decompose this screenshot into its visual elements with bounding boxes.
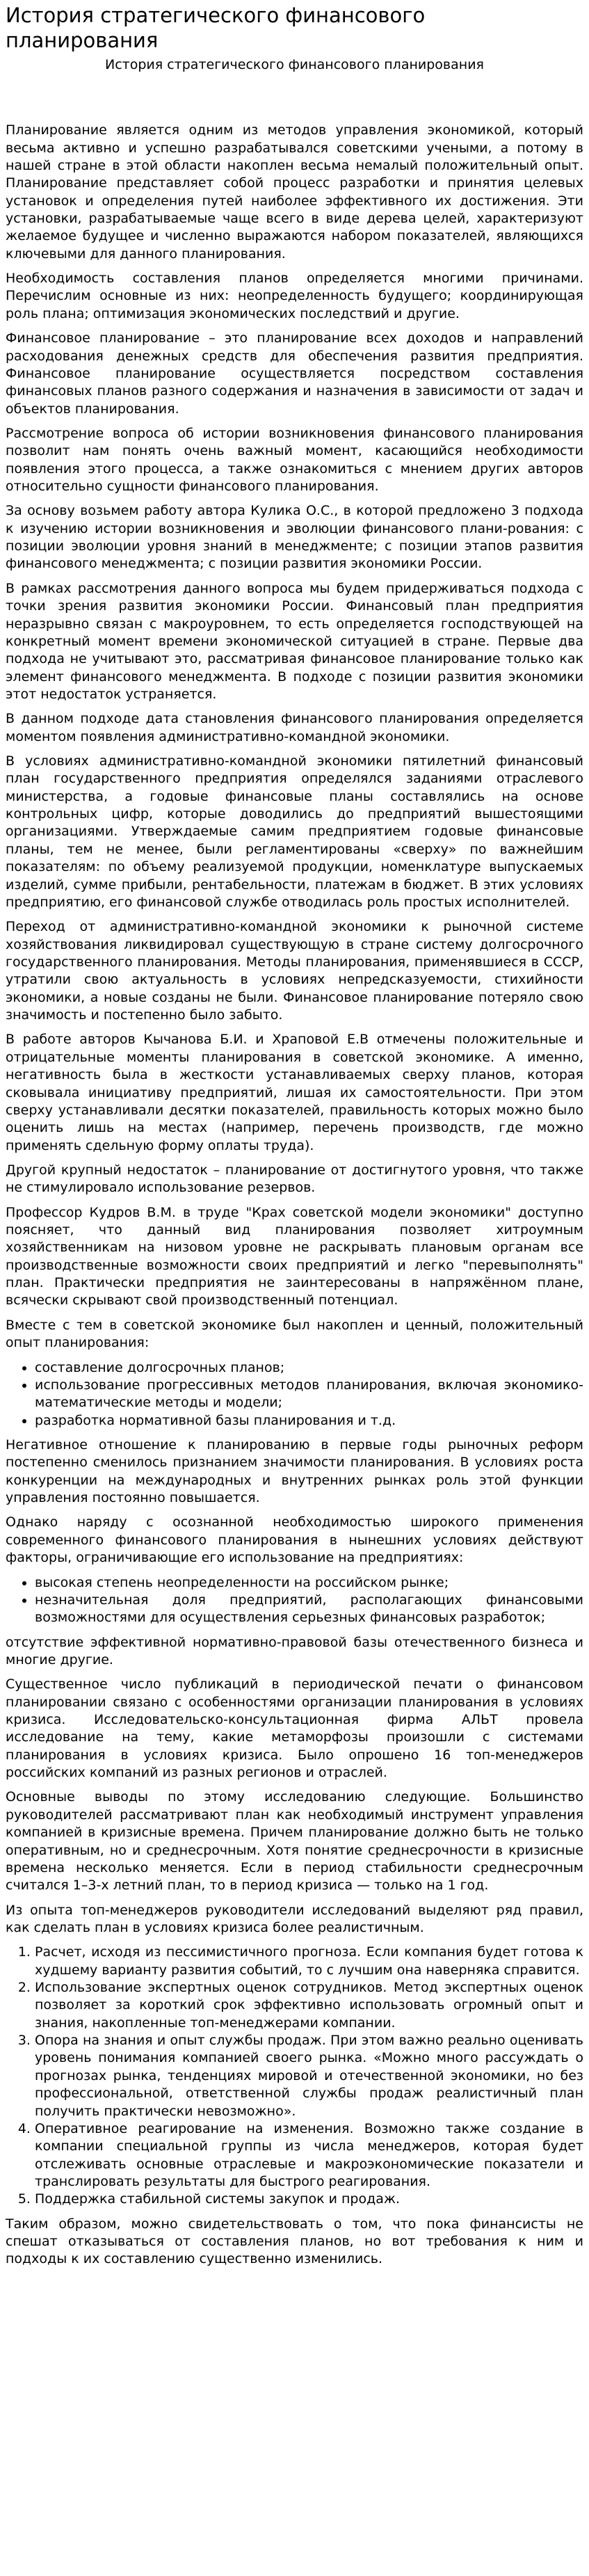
paragraph: Основные выводы по этому исследованию следующие. Большинство руководителей рассматривают план как необходимый инструмент управления компанией в кризисные времена. Причем планирование должно быть не только оперативным, но и среднесрочным. Хотя понятие среднесрочности в кризисные времена несколько меняется. Если в период стабильности среднесрочным считался 1–3-х летний план, то в период кризиса — только на 1 год. (6, 1789, 583, 1894)
paragraph: В условиях административно-командной экономики пятилетний финансовый план государственного предприятия определялся заданиями отраслевого министерства, а годовые финансовые планы составлялись на основе контрольных цифр, которые доводились до предприятий вышестоящими организациями. Утверждаемые самим предприятием годовые финансовые планы, тем не менее, были регламентированы «сверху» по важнейшим показателям: по объему реализуемой продукции, номенклатуре выпускаемых изделий, сумме прибыли, рентабельности, платежам в бюджет. В этих условиях предприятию, его финансовой службе отводилась роль простых исполнителей. (6, 753, 583, 910)
paragraph: Другой крупный недостаток – планирование от достигнутого уровня, что также не стимулировало использование резервов. (6, 1162, 583, 1196)
list-item: 1. Расчет, исходя из пессимистичного прогноза. Если компания будет готова к худшему варианту развития событий, то с лучшим она наверняка справится. (35, 1944, 583, 1979)
list-item: 4. Оперативное реагирование на изменения. Возможно также создание в компании специальной группы из числа менеджеров, которая будет отслеживать основные отраслевые и макроэкономические показатели и транслировать результаты для быстрого реагирования. (35, 2120, 583, 2191)
body-section-d (6, 2216, 583, 2269)
body-section-c (6, 1634, 583, 1937)
list-item: • использование прогрессивных методов планирования, включая экономико-математические методы и модели; (35, 1377, 583, 1412)
body-section-b (6, 1437, 583, 1567)
document-title: История стратегического финансового планирования (6, 3, 426, 53)
list-item: 3. Опора на знания и опыт службы продаж. При этом важно реально оценивать уровень понимания компанией своего рынка. «Можно много рассуждать о прогнозах рынка, тенденциях мировой и отечественной экономики, но без профессиональной, ответственной службы продаж реалистичный план получить практически невозможно». (35, 2032, 583, 2120)
paragraph: Финансовое планирование – это планирование всех доходов и направлений расходования денежных средств для обеспечения развития предприятия. Финансовое планирование осуществляется посредством составления финансовых планов разного содержания и назначения в зависимости от задач и объектов планирования. (6, 330, 583, 417)
planning-rules-list (6, 1944, 583, 2208)
body-section-a (6, 122, 583, 1352)
limiting-factors-list (6, 1574, 583, 1627)
paragraph: Негативное отношение к планированию в первые годы рыночных реформ постепенно сменилось признанием значимости планирования. В условиях роста конкуренции на международных и внутренних рынках роль этой функции управления постоянно повышается. (6, 1437, 583, 1506)
list-item: 2. Использование экспертных оценок сотрудников. Метод экспертных оценок позволяет за короткий срок эффективно использовать огромный опыт и знания, накопленные топ-менеджерами компании. (35, 1979, 583, 2032)
paragraph: В работе авторов Кычанова Б.И. и Храповой Е.В отмечены положительные и отрицательные моменты планирования в советской экономике. А именно, негативность была в жесткости устанавливаемых сверху планов, которая сковывала инициативу предприятий, лишая их самостоятельности. При этом сверху устанавливали десятки показателей, правильность которых можно было оценить лишь на местах (например, перечень производств, где можно применять сдельную форму оплаты труда). (6, 1032, 583, 1153)
list-item: • незначительная доля предприятий, располагающих финансовыми возможностями для осуществления серьезных финансовых разработок; (35, 1592, 583, 1627)
paragraph: Однако наряду с осознанной необходимостью широкого применения современного финансового планирования в нынешних условиях действуют факторы, ограничивающие его использование на предприятиях: (6, 1514, 583, 1566)
positive-experience-list (6, 1359, 583, 1430)
document-subtitle: История стратегического финансового планирования (105, 56, 484, 72)
paragraph: Существенное число публикаций в периодической печати о финансовом планировании связано с особенностями организации планирования в условиях кризиса. Исследовательско-консультационная фирма АЛЬТ провела исследование на тему, какие метаморфозы произошли с системами планирования в условиях кризиса. Было опрошено 16 топ-менеджеров российских компаний из разных регионов и отраслей. (6, 1677, 583, 1781)
list-item: • высокая степень неопределенности на российском рынке; (35, 1574, 583, 1592)
paragraph: За основу возьмем работу автора Кулика О.С., в которой предложено 3 подхода к изучению истории возникновения и эволюции финансового плани-рования: с позиции эволюции уровня знаний в менеджменте; с позиции этапов развития финансового менеджмента; с позиции развития экономики России. (6, 503, 583, 572)
list-item: 5. Поддержка стабильной системы закупок и продаж. (35, 2191, 583, 2208)
paragraph: Из опыта топ-менеджеров руководители исследований выделяют ряд правил, как сделать план в условиях кризиса более реалистичным. (6, 1902, 583, 1935)
paragraph: Профессор Кудров В.М. в труде "Крах советской модели экономики" доступно поясняет, что данный вид планирования позволяет хитроумным хозяйственникам на низовом уровне не раскрывать плановым органам все производственные возможности своих предприятий и легко "перевыполнять" план. Практически предприятия не заинтересованы в напряжённом плане, всячески скрывают свой производственный потенциал. (6, 1204, 583, 1309)
paragraph: Вместе с тем в советской экономике был накоплен и ценный, положительный опыт планирования: (6, 1317, 583, 1351)
list-item: • разработка нормативной базы планирования и т.д. (35, 1412, 583, 1430)
paragraph: Переход от административно-командной экономики к рыночной системе хозяйствования ликвидировал существующую в стране систему долгосрочного государственного планирования. Методы планирования, применявшиеся в СССР, утратили свою актуальность в условиях непредсказуемости, стихийности экономики, а новые созданы не были. Финансовое планирование потеряло свою значимость и постепенно было забыто. (6, 919, 583, 1023)
paragraph: В рамках рассмотрения данного вопроса мы будем придерживаться подхода с точки зрения развития экономики России. Финансовый план предприятия неразрывно связан с макроуровнем, то есть определяется господствующей на конкретный момент времени экономической ситуацией в стране. Первые два подхода не учитывают это, рассматривая финансовое планирование только как элемент финансового менеджмента. В подходе с позиции развития экономики этот недостаток устраняется. (6, 580, 583, 702)
list-item: • составление долгосрочных планов; (35, 1359, 583, 1377)
paragraph: Планирование является одним из методов управления экономикой, который весьма активно и успешно разрабатывался советскими учеными, а потому в нашей стране в этой области накоплен весьма немалый положительный опыт. Планирование представляет собой процесс разработки и принятия целевых установок и определения путей наиболее эффективного их достижения. Эти установки, разрабатываемые чаще всего в виде дерева целей, характеризуют желаемое будущее и численно выражаются набором показателей, являющихся ключевыми для данного планирования. (6, 122, 583, 262)
paragraph: В данном подходе дата становления финансового планирования определяется моментом появления административно-командной экономики. (6, 711, 583, 744)
paragraph: Рассмотрение вопроса об истории возникновения финансового планирования позволит нам понять очень важный момент, касающийся необходимости появления этого процесса, а также ознакомиться с мнением других авторов относительно сущности финансового планирования. (6, 425, 583, 495)
paragraph: Необходимость составления планов определяется многими причинами. Перечислим основные из них: неопределенность будущего; координирующая роль плана; оптимизация экономических последствий и другие. (6, 271, 583, 321)
paragraph: Таким образом, можно свидетельствовать о том, что пока финансисты не спешат отказываться от составления планов, но вот требования к ним и подходы к их составлению существенно изменились. (6, 2216, 583, 2267)
paragraph: отсутствие эффективной нормативно-правовой базы отечественного бизнеса и многие другие. (6, 1634, 583, 1667)
